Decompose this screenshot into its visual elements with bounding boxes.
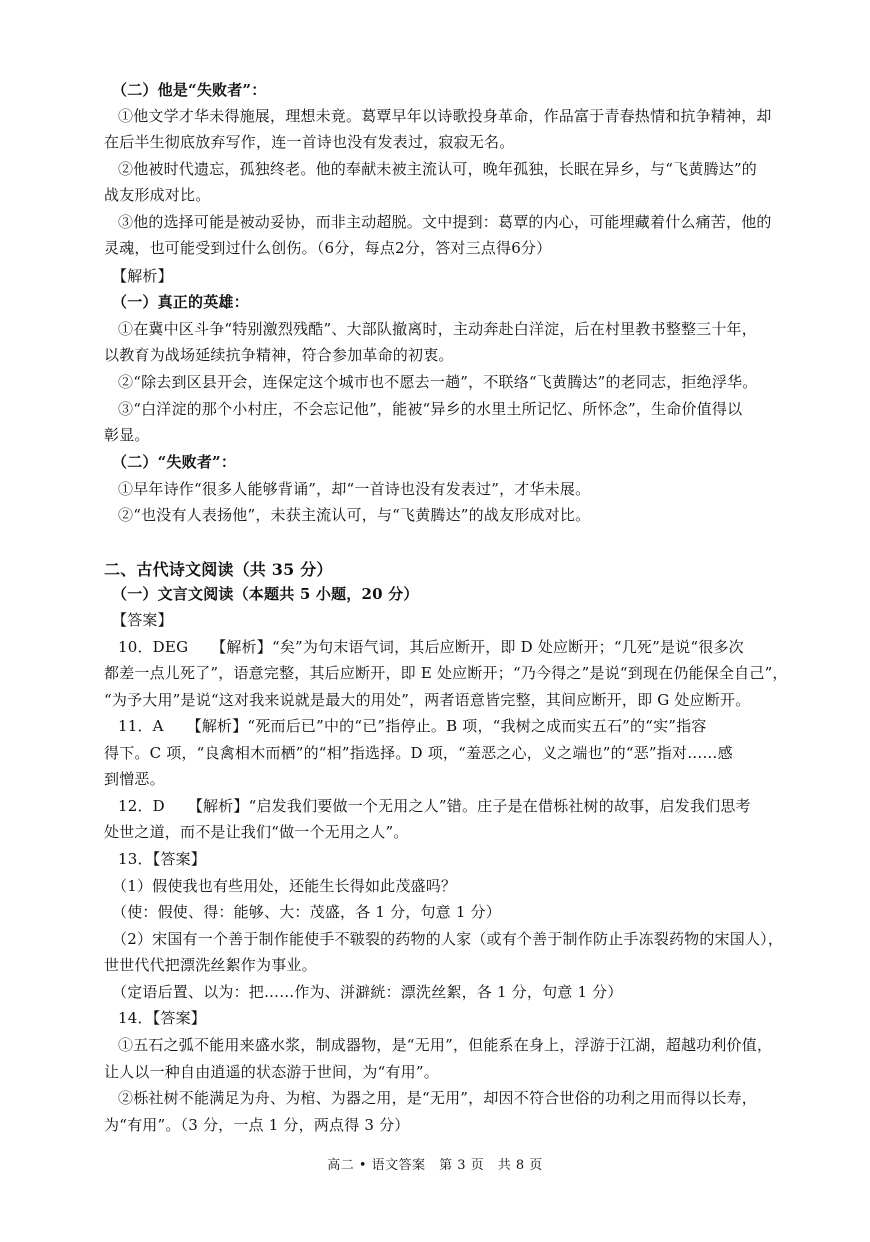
- text-line: 到憎恶。: [104, 770, 165, 788]
- text-line: ①他文学才华未得施展，理想未竟。葛覃早年以诗歌投身革命，作品富于青春热情和抗争精神，却: [118, 107, 772, 125]
- text-line: （使：假使、得：能够、大：茂盛，各 1 分，句意 1 分）: [112, 903, 501, 921]
- text-line: 为“有用”。（3 分，一点 1 分，两点得 3 分）: [104, 1116, 410, 1134]
- text-line: （定语后置、以为：把……作为、洴澼絖：漂洗丝絮，各 1 分，句意 1 分）: [112, 983, 623, 1001]
- text-line: 战友形成对比。: [104, 186, 211, 204]
- text-line: 10．DEG 【解析】“矣”为句末语气词，其后应断开，即 D 处应断开；“几死”是说“很多次: [118, 638, 744, 656]
- text-line: ①早年诗作“很多人能够背诵”，却“一首诗也没有发表过”，才华未展。: [118, 480, 591, 498]
- text-line: ③他的选择可能是被动妥协，而非主动超脱。文中提到：葛覃的内心，可能埋藏着什么痛苦，他的: [118, 213, 772, 231]
- text-line: （二）“失败者”：: [112, 453, 237, 471]
- text-line: 【答案】: [112, 611, 173, 629]
- text-line: 让人以一种自由逍遥的状态游于世间，为“有用”。: [104, 1063, 439, 1081]
- text-line: （二）他是“失败者”：: [112, 81, 267, 99]
- text-line: （一）真正的英雄：: [112, 293, 249, 311]
- text-line: 都差一点儿死了”，语意完整，其后应断开，即 E 处应断开；“乃今得之”是说“到现在仍能保全自己”，: [104, 664, 788, 682]
- text-line: 世世代代把漂洗丝絮作为事业。: [104, 956, 317, 974]
- text-line: （一）文言文阅读（本题共 5 小题，20 分）: [112, 585, 419, 603]
- text-line: （1）假使我也有些用处，还能生长得如此茂盛吗？: [112, 877, 457, 895]
- text-line: 处世之道，而不是让我们“做一个无用之人”。: [104, 823, 409, 841]
- text-line: ②栎社树不能满足为舟、为棺、为器之用，是“无用”，却因不符合世俗的功利之用而得以长寿，: [118, 1089, 757, 1107]
- text-line: 灵魂，也可能受到过什么创伤。（6分，每点2分，答对三点得6分）: [104, 239, 552, 257]
- section-heading: 二、古代诗文阅读（共 35 分）: [104, 560, 333, 579]
- text-line: ②他被时代遗忘，孤独终老。他的奉献未被主流认可，晚年孤独，长眠在异乡，与“飞黄腾达”的: [118, 160, 757, 178]
- text-line: 得下。C 项，“良禽相木而栖”的“相”指选择。D 项，“羞恶之心，义之端也”的“恶”指对……感: [104, 744, 733, 762]
- text-line: 12．D 【解析】“启发我们要做一个无用之人”错。庄子是在借栎社树的故事，启发我们思考: [118, 797, 751, 815]
- text-line: 13．【答案】: [118, 850, 206, 868]
- text-line: “为予大用”是说“这对我来说就是最大的用处”，两者语意皆完整，其间应断开，即 G 处应断开。: [104, 691, 751, 709]
- text-line: 在后半生彻底放弃写作，连一首诗也没有发表过，寂寂无名。: [104, 133, 515, 151]
- text-line: 14．【答案】: [118, 1009, 206, 1027]
- text-line: 11．A 【解析】“死而后已”中的“已”指停止。B 项，“我树之成而实五石”的“实”指容: [118, 717, 707, 735]
- text-line: ①五石之弧不能用来盛水浆，制成器物，是“无用”，但能系在身上，浮游于江湖，超越功利价值，: [118, 1036, 773, 1054]
- text-line: 以教育为战场延续抗争精神，符合参加革命的初衷。: [104, 346, 454, 364]
- page-footer: 高二 • 语文答案 第 3 页 共 8 页: [327, 1158, 543, 1173]
- text-line: ②“除去到区县开会，连保定这个城市也不愿去一趟”，不联络“飞黄腾达”的老同志，拒绝浮华。: [118, 373, 758, 391]
- text-line: 【解析】: [112, 267, 173, 285]
- text-line: ①在冀中区斗争“特别激烈残酷”、大部队撤离时，主动奔赴白洋淀，后在村里教书整整三十年，: [118, 320, 757, 338]
- text-line: 彰显。: [104, 426, 150, 444]
- text-line: ③“白洋淀的那个小村庄，不会忘记他”，能被“异乡的水里土所记忆、所怀念”，生命价值得以: [118, 400, 743, 418]
- text-line: ②“也没有人表扬他”，未获主流认可，与“飞黄腾达”的战友形成对比。: [118, 506, 591, 524]
- text-line: （2）宋国有一个善于制作能使手不皲裂的药物的人家（或有个善于制作防止手冻裂药物的宋国人），: [112, 930, 784, 948]
